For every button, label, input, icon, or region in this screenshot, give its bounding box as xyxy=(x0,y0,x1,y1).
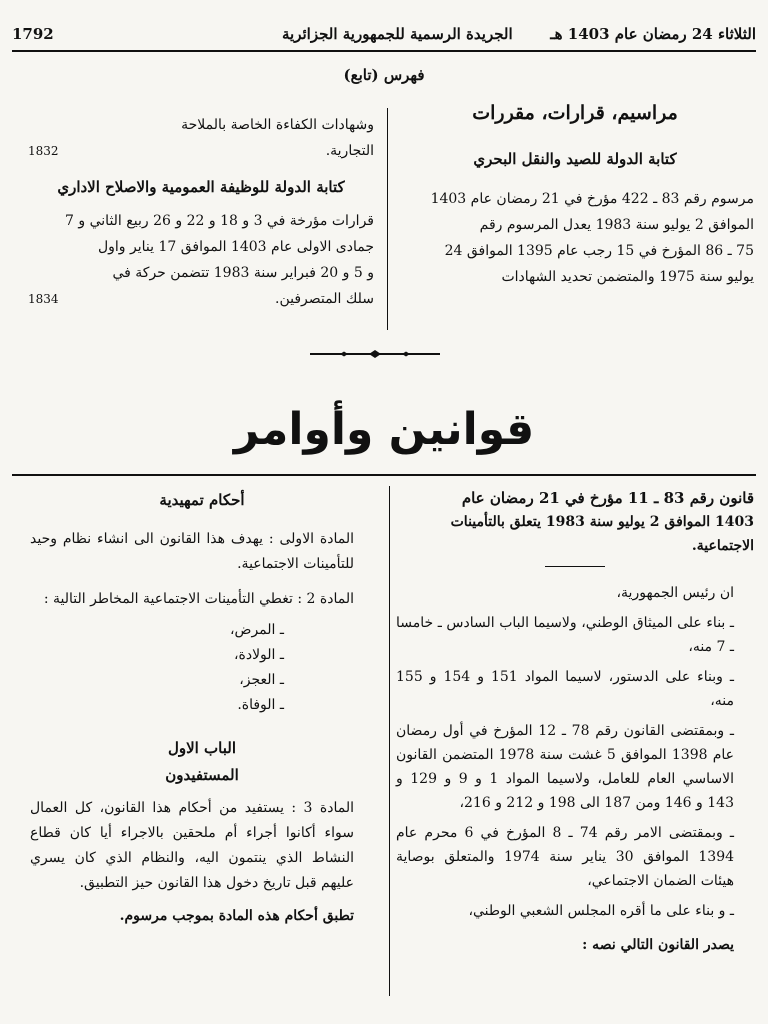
index-entry-line: سلك المتصرفين. xyxy=(275,291,374,307)
law-column xyxy=(396,486,754,957)
page-number: 1792 xyxy=(12,25,54,43)
index-cont-page: 1832 xyxy=(28,144,59,158)
risk-item: ـ الولادة، xyxy=(233,647,284,663)
section-title: أحكام تمهيدية xyxy=(159,491,245,509)
section-rule xyxy=(12,474,756,476)
law-title-line: 1403 الموافق 2 يوليو سنة 1983 يتعلق بالتأمينات xyxy=(450,514,754,530)
index-entry-line: و 5 و 20 فبراير سنة 1983 تتضمن حركة في xyxy=(112,265,374,281)
preamble-paragraph: ـ وبناء على الدستور، لاسيما المواد 151 و 154 و 155 منه، xyxy=(396,669,734,709)
article-3-clause: تطبق أحكام هذه المادة بموجب مرسوم. xyxy=(119,908,354,924)
index-entry-line: قرارات مؤرخة في 3 و 18 و 22 و 26 ربيع الثاني و 7 xyxy=(65,213,374,229)
risk-item: ـ الوفاة. xyxy=(237,697,284,713)
body-column-divider xyxy=(389,486,390,996)
ornament-divider xyxy=(310,350,440,358)
law-title-rule xyxy=(545,566,605,567)
article-2: المادة 2 : تغطي التأمينات الاجتماعية المخاطر التالية : xyxy=(43,591,354,607)
issue-date: الثلاثاء 24 رمضان عام 1403 هـ xyxy=(550,25,756,43)
law-title-line: قانون رقم 83 ـ 11 مؤرخ في 21 رمضان عام xyxy=(461,489,754,507)
index-cont-line: وشهادات الكفاءة الخاصة بالملاحة xyxy=(181,117,374,133)
header-rule xyxy=(12,50,756,52)
index-column-divider xyxy=(387,108,388,330)
index-entry-line: مرسوم رقم 83 ـ 422 مؤرخ في 21 رمضان عام 1403 xyxy=(430,191,754,207)
articles-column xyxy=(30,488,374,929)
risk-item: ـ المرض، xyxy=(230,622,284,638)
chapter-label: الباب الاول xyxy=(167,739,237,757)
index-title: فهرس (تابع) xyxy=(343,66,425,84)
preamble-paragraph: ـ بناء على الميثاق الوطني، ولاسيما الباب السادس ـ خامسا ـ 7 منه، xyxy=(396,615,734,655)
risk-item: ـ العجز، xyxy=(239,672,284,688)
enactment-line: يصدر القانون التالي نصه : xyxy=(582,937,734,953)
index-right-heading: مراسيم، قرارات، مقررات xyxy=(472,102,678,124)
index-left-heading: كتابة الدولة للوظيفة العمومية والاصلاح الاداري xyxy=(57,178,345,196)
page-header xyxy=(12,18,756,50)
index-right-column xyxy=(396,100,754,290)
index-entry-line: جمادى الاولى عام 1403 الموافق 17 يناير واول xyxy=(97,239,374,255)
chapter-title: المستفيدون xyxy=(165,766,239,784)
preamble-paragraph: ـ وبمقتضى القانون رقم 78 ـ 12 المؤرخ في أول رمضان عام 1398 الموافق 5 غشت سنة 1978 المتضمن القانون الاساسي العام للعامل، ولاسيما المواد 1 و 9 و 129 و 143 و 146 ومن 187 الى 198 و 212 و 216، xyxy=(396,723,734,811)
law-title-line: الاجتماعية. xyxy=(691,538,754,554)
index-entry-page: 1834 xyxy=(28,292,59,306)
article-1: المادة الاولى : يهدف هذا القانون الى انشاء نظام وحيد للتأمينات الاجتماعية. xyxy=(30,531,354,572)
index-entry-line: الموافق 2 يوليو سنة 1983 يعدل المرسوم رقم xyxy=(479,217,754,233)
index-entry-line: 75 ـ 86 المؤرخ في 15 رجب عام 1395 الموافق 24 xyxy=(444,243,754,259)
preamble-paragraph: ـ وبمقتضى الامر رقم 74 ـ 8 المؤرخ في 6 محرم عام 1394 الموافق 30 يناير سنة 1974 والمتعلق بوصاية هيئات الضمان الاجتماعي، xyxy=(396,825,735,889)
publication-name: الجريدة الرسمية للجمهورية الجزائرية xyxy=(282,25,513,43)
preamble-paragraph: ـ و بناء على ما أقره المجلس الشعبي الوطني، xyxy=(468,903,734,919)
index-cont-line: التجارية. xyxy=(325,143,374,159)
main-title: قوانين وأوامر xyxy=(233,404,535,455)
index-right-subheading: كتابة الدولة للصيد والنقل البحري xyxy=(473,150,677,168)
index-left-column xyxy=(28,112,374,312)
index-entry-line: يوليو سنة 1975 والمتضمن تحديد الشهادات xyxy=(501,269,754,285)
article-3: المادة 3 : يستفيد من أحكام هذا القانون، كل العمال سواء أكانوا أجراء أم ملحقين بالاجراء أيا كان قطاع النشاط الذي ينتمون اليه، والنظام الذي كان يسري عليهم قبل تاريخ دخول هذا القانون حيز التطبيق. xyxy=(30,800,354,891)
preamble-paragraph: ان رئيس الجمهورية، xyxy=(616,585,734,601)
